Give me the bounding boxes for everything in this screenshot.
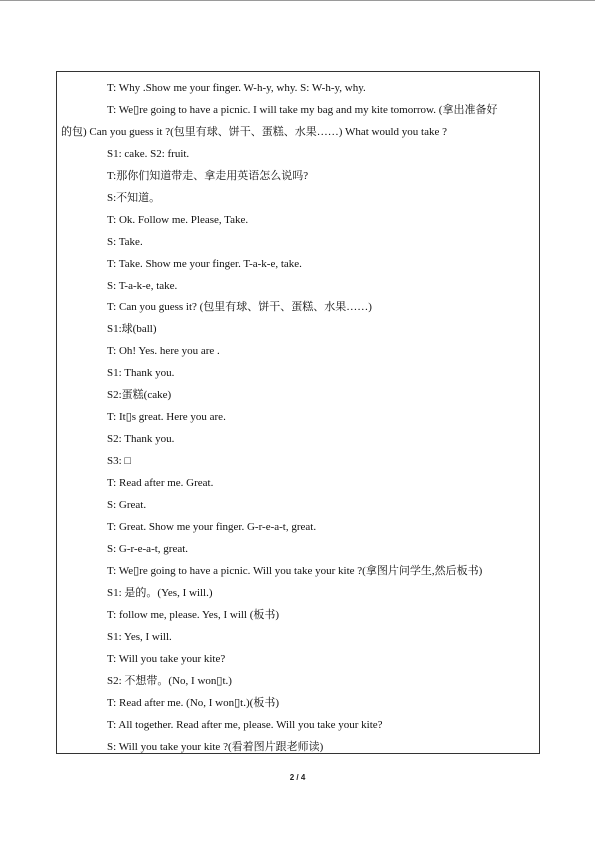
dialogue-line-text: S: Will you take your kite ?(看着图片跟老师读) <box>107 741 324 753</box>
dialogue-line-text: S: Take. <box>107 236 143 248</box>
dialogue-line-text: T: Ok. Follow me. Please, Take. <box>107 214 249 226</box>
dialogue-line-text: S1:球(ball) <box>107 323 157 335</box>
dialogue-line-text: S1: Thank you. <box>107 367 175 379</box>
dialogue-line-text: T: Read after me. Great. <box>107 477 214 489</box>
page-number: 2 / 4 <box>289 773 306 782</box>
dialogue-line-text: S1: Yes, I will. <box>107 631 172 643</box>
dialogue-line-text: S2:蛋糕(cake) <box>107 389 172 401</box>
dialogue-line-text: T: follow me, please. Yes, I will (板书) <box>107 609 280 621</box>
dialogue-line-text: S: T-a-k-e, take. <box>107 280 178 292</box>
dialogue-line-text: S:不知道。 <box>107 192 161 204</box>
dialogue-line-text: S2: 不想带。(No, I won▯t.) <box>107 675 232 687</box>
dialogue-line-text: S: Great. <box>107 499 147 511</box>
dialogue-line-text: S3: □ <box>107 455 132 467</box>
dialogue-line-text: T: It▯s great. Here you are. <box>107 411 226 423</box>
dialogue-line-text: T: We▯re going to have a picnic. Will you take your kite ?(拿图片问学生,然后板书) <box>107 565 483 577</box>
dialogue-line-text: T:那你们知道带走、拿走用英语怎么说吗? <box>107 170 309 182</box>
dialogue-line-text: T: Oh! Yes. here you are . <box>107 345 220 357</box>
dialogue-line-text: T: All together. Read after me, please. Will you take your kite? <box>107 719 383 731</box>
dialogue-line-text: 的包) Can you guess it ?(包里有球、饼干、蛋糕、水果……) What would you take ? <box>61 126 447 138</box>
dialogue-line-text: T: Can you guess it? (包里有球、饼干、蛋糕、水果……) <box>107 301 372 313</box>
dialogue-line-text: T: Will you take your kite? <box>107 653 226 665</box>
dialogue-line-text: S: G-r-e-a-t, great. <box>107 543 189 555</box>
dialogue-line-text: T: Great. Show me your finger. G-r-e-a-t, great. <box>107 521 317 533</box>
dialogue-line-text: S1: 是的。(Yes, I will.) <box>107 587 213 599</box>
dialogue-line-text: T: Why .Show me your finger. W-h-y, why. S: W-h-y, why. <box>107 82 366 94</box>
dialogue-line-text: T: Read after me. (No, I won▯t.)(板书) <box>107 697 279 709</box>
dialogue-line-text: S1: cake. S2: fruit. <box>107 148 190 160</box>
dialogue-line-text: T: Take. Show me your finger. T-a-k-e, take. <box>107 258 302 270</box>
dialogue-line-text: T: We▯re going to have a picnic. I will take my bag and my kite tomorrow. (拿出准备好 <box>107 104 498 116</box>
dialogue-line-text: S2: Thank you. <box>107 433 175 445</box>
